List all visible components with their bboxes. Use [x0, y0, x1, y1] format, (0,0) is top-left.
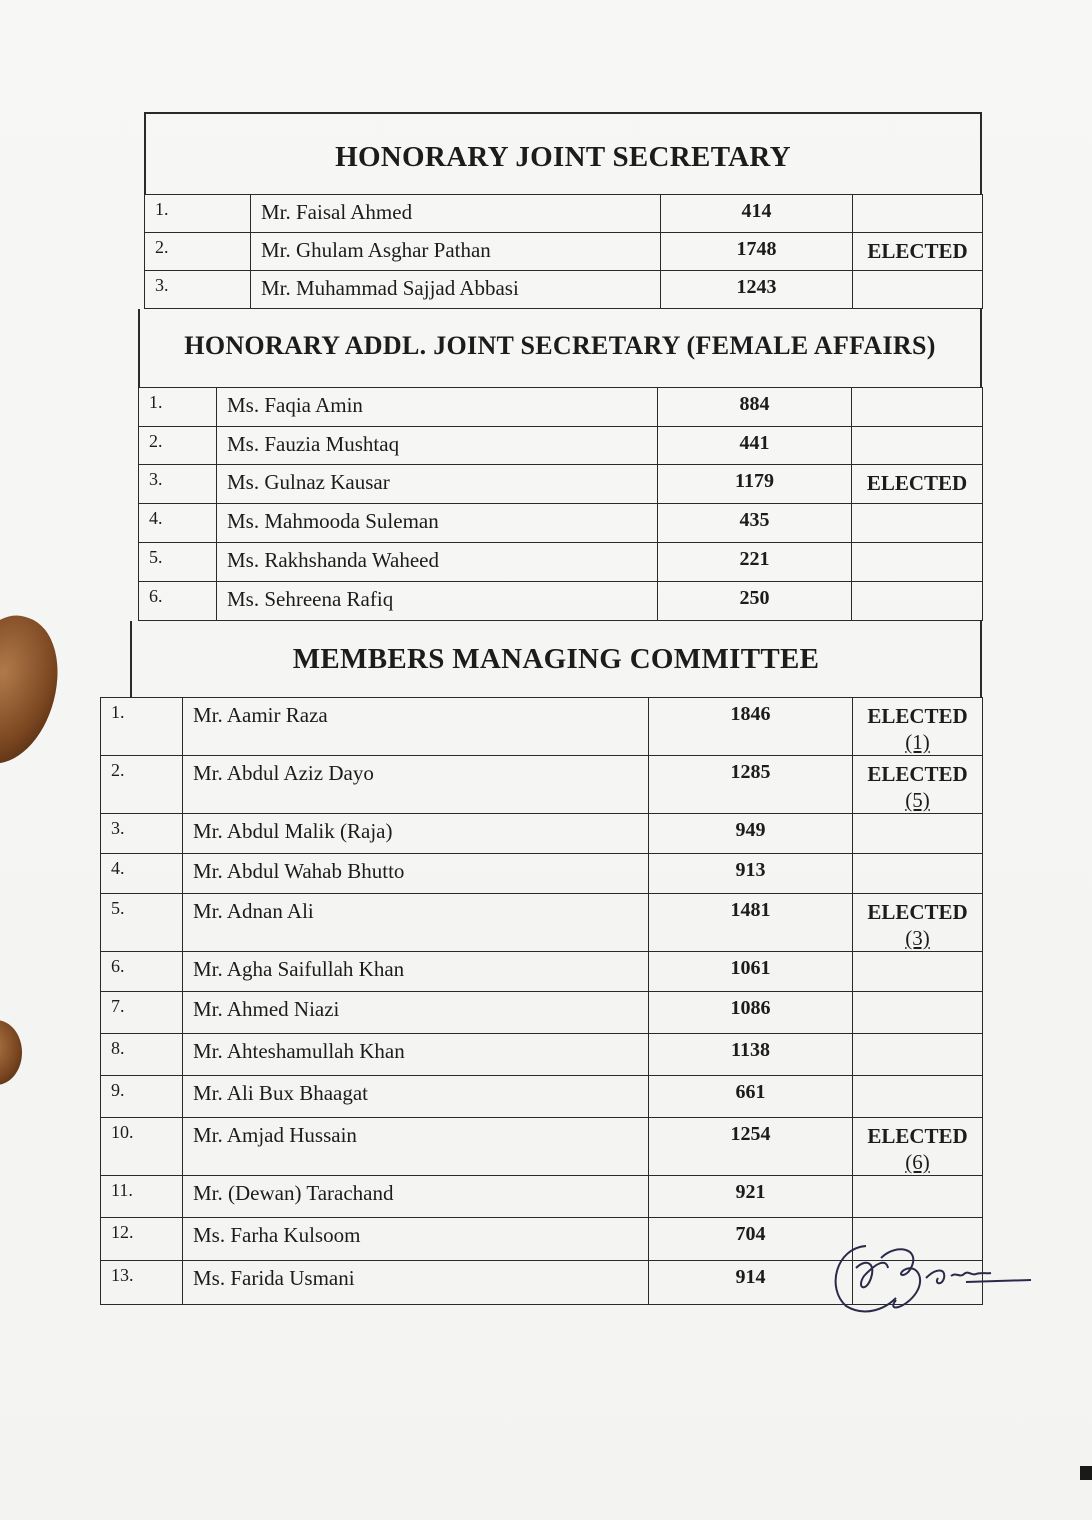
results-table	[100, 697, 983, 1305]
table-row	[101, 1034, 983, 1076]
candidate-name: Mr. Ali Bux Bhaagat	[183, 1076, 649, 1118]
elected-status: ELECTED	[867, 704, 968, 728]
candidate-name: Ms. Sehreena Rafiq	[217, 582, 658, 621]
results-table	[138, 387, 983, 621]
vote-count: 221	[658, 543, 852, 582]
table-row	[101, 1118, 983, 1176]
candidate-name: Mr. Muhammad Sajjad Abbasi	[251, 271, 661, 309]
table-row	[139, 427, 983, 465]
elected-status: ELECTED	[867, 1124, 968, 1148]
row-number: 4.	[139, 504, 217, 543]
vote-count: 1179	[658, 465, 852, 504]
candidate-name: Mr. Abdul Wahab Bhutto	[183, 854, 649, 894]
vote-count: 1285	[649, 756, 853, 814]
candidate-name: Mr. Amjad Hussain	[183, 1118, 649, 1176]
table-row	[139, 504, 983, 543]
handwritten-signature	[826, 1238, 1036, 1318]
status-cell	[853, 854, 983, 894]
section-title: HONORARY ADDL. JOINT SECRETARY (FEMALE AFFAIRS)	[138, 309, 982, 387]
status-cell	[852, 504, 983, 543]
table-row	[145, 271, 983, 309]
status-cell	[853, 271, 983, 309]
candidate-name: Mr. Agha Saifullah Khan	[183, 952, 649, 992]
row-number: 5.	[101, 894, 183, 952]
vote-count: 661	[649, 1076, 853, 1118]
table-row	[101, 814, 983, 854]
results-table	[144, 194, 983, 309]
vote-count: 884	[658, 388, 852, 427]
candidate-name: Ms. Faqia Amin	[217, 388, 658, 427]
table-row	[139, 388, 983, 427]
vote-count: 704	[649, 1218, 853, 1261]
candidate-name: Mr. Adnan Ali	[183, 894, 649, 952]
elected-status: ELECTED	[867, 762, 968, 786]
vote-count: 1061	[649, 952, 853, 992]
status-cell	[853, 195, 983, 233]
row-number: 7.	[101, 992, 183, 1034]
status-cell	[853, 814, 983, 854]
candidate-name: Ms. Rakhshanda Waheed	[217, 543, 658, 582]
status-cell	[853, 1034, 983, 1076]
vote-count: 1254	[649, 1118, 853, 1176]
row-number: 10.	[101, 1118, 183, 1176]
row-number: 2.	[145, 233, 251, 271]
vote-count: 913	[649, 854, 853, 894]
table-row	[101, 756, 983, 814]
status-cell	[852, 465, 983, 504]
section-members-managing-committee	[100, 621, 982, 1305]
status-cell	[853, 698, 983, 756]
row-number: 1.	[145, 195, 251, 233]
row-number: 11.	[101, 1176, 183, 1218]
candidate-name: Mr. Ghulam Asghar Pathan	[251, 233, 661, 271]
candidate-name: Mr. Faisal Ahmed	[251, 195, 661, 233]
candidate-name: Ms. Gulnaz Kausar	[217, 465, 658, 504]
status-cell	[852, 388, 983, 427]
table-row	[101, 1076, 983, 1118]
row-number: 12.	[101, 1218, 183, 1261]
row-number: 3.	[101, 814, 183, 854]
table-row	[139, 465, 983, 504]
candidate-name: Mr. Ahteshamullah Khan	[183, 1034, 649, 1076]
section-title: MEMBERS MANAGING COMMITTEE	[130, 621, 982, 697]
row-number: 2.	[101, 756, 183, 814]
status-cell	[853, 756, 983, 814]
table-row	[101, 698, 983, 756]
vote-count: 435	[658, 504, 852, 543]
vote-count: 914	[649, 1261, 853, 1305]
status-cell	[852, 543, 983, 582]
status-cell	[853, 952, 983, 992]
row-number: 1.	[101, 698, 183, 756]
status-cell	[852, 427, 983, 465]
status-cell	[853, 894, 983, 952]
status-cell	[853, 1176, 983, 1218]
table-row	[145, 195, 983, 233]
status-cell	[853, 1076, 983, 1118]
vote-count: 1748	[661, 233, 853, 271]
section-honorary-joint-secretary	[144, 112, 982, 309]
row-number: 9.	[101, 1076, 183, 1118]
table-row	[145, 233, 983, 271]
elected-status: ELECTED	[866, 471, 968, 495]
elected-status: ELECTED	[867, 900, 968, 924]
status-cell	[853, 992, 983, 1034]
status-cell	[853, 233, 983, 271]
elected-rank: (5)	[905, 788, 930, 812]
candidate-name: Mr. Abdul Malik (Raja)	[183, 814, 649, 854]
row-number: 2.	[139, 427, 217, 465]
table-row	[101, 952, 983, 992]
corner-mark	[1080, 1466, 1092, 1480]
vote-count: 441	[658, 427, 852, 465]
vote-count: 1138	[649, 1034, 853, 1076]
candidate-name: Mr. Aamir Raza	[183, 698, 649, 756]
status-cell	[853, 1118, 983, 1176]
row-number: 6.	[101, 952, 183, 992]
candidate-name: Ms. Farida Usmani	[183, 1261, 649, 1305]
status-cell	[852, 582, 983, 621]
candidate-name: Mr. (Dewan) Tarachand	[183, 1176, 649, 1218]
elected-rank: (1)	[905, 730, 930, 754]
table-row	[101, 1176, 983, 1218]
vote-count: 1243	[661, 271, 853, 309]
vote-count: 1086	[649, 992, 853, 1034]
results-document	[100, 112, 982, 1305]
vote-count: 1481	[649, 894, 853, 952]
row-number: 4.	[101, 854, 183, 894]
section-title: HONORARY JOINT SECRETARY	[144, 112, 982, 194]
table-row	[139, 543, 983, 582]
candidate-name: Ms. Farha Kulsoom	[183, 1218, 649, 1261]
table-row	[101, 992, 983, 1034]
elected-rank: (3)	[905, 926, 930, 950]
row-number: 1.	[139, 388, 217, 427]
candidate-name: Mr. Abdul Aziz Dayo	[183, 756, 649, 814]
row-number: 6.	[139, 582, 217, 621]
elected-status: ELECTED	[867, 239, 968, 263]
candidate-name: Ms. Mahmooda Suleman	[217, 504, 658, 543]
table-row	[139, 582, 983, 621]
vote-count: 1846	[649, 698, 853, 756]
row-number: 8.	[101, 1034, 183, 1076]
row-number: 3.	[139, 465, 217, 504]
row-number: 3.	[145, 271, 251, 309]
vote-count: 250	[658, 582, 852, 621]
row-number: 5.	[139, 543, 217, 582]
candidate-name: Mr. Ahmed Niazi	[183, 992, 649, 1034]
section-honorary-addl-joint-secretary	[138, 309, 982, 621]
vote-count: 414	[661, 195, 853, 233]
vote-count: 921	[649, 1176, 853, 1218]
table-row	[101, 854, 983, 894]
table-row	[101, 894, 983, 952]
row-number: 13.	[101, 1261, 183, 1305]
elected-rank: (6)	[905, 1150, 930, 1174]
candidate-name: Ms. Fauzia Mushtaq	[217, 427, 658, 465]
vote-count: 949	[649, 814, 853, 854]
